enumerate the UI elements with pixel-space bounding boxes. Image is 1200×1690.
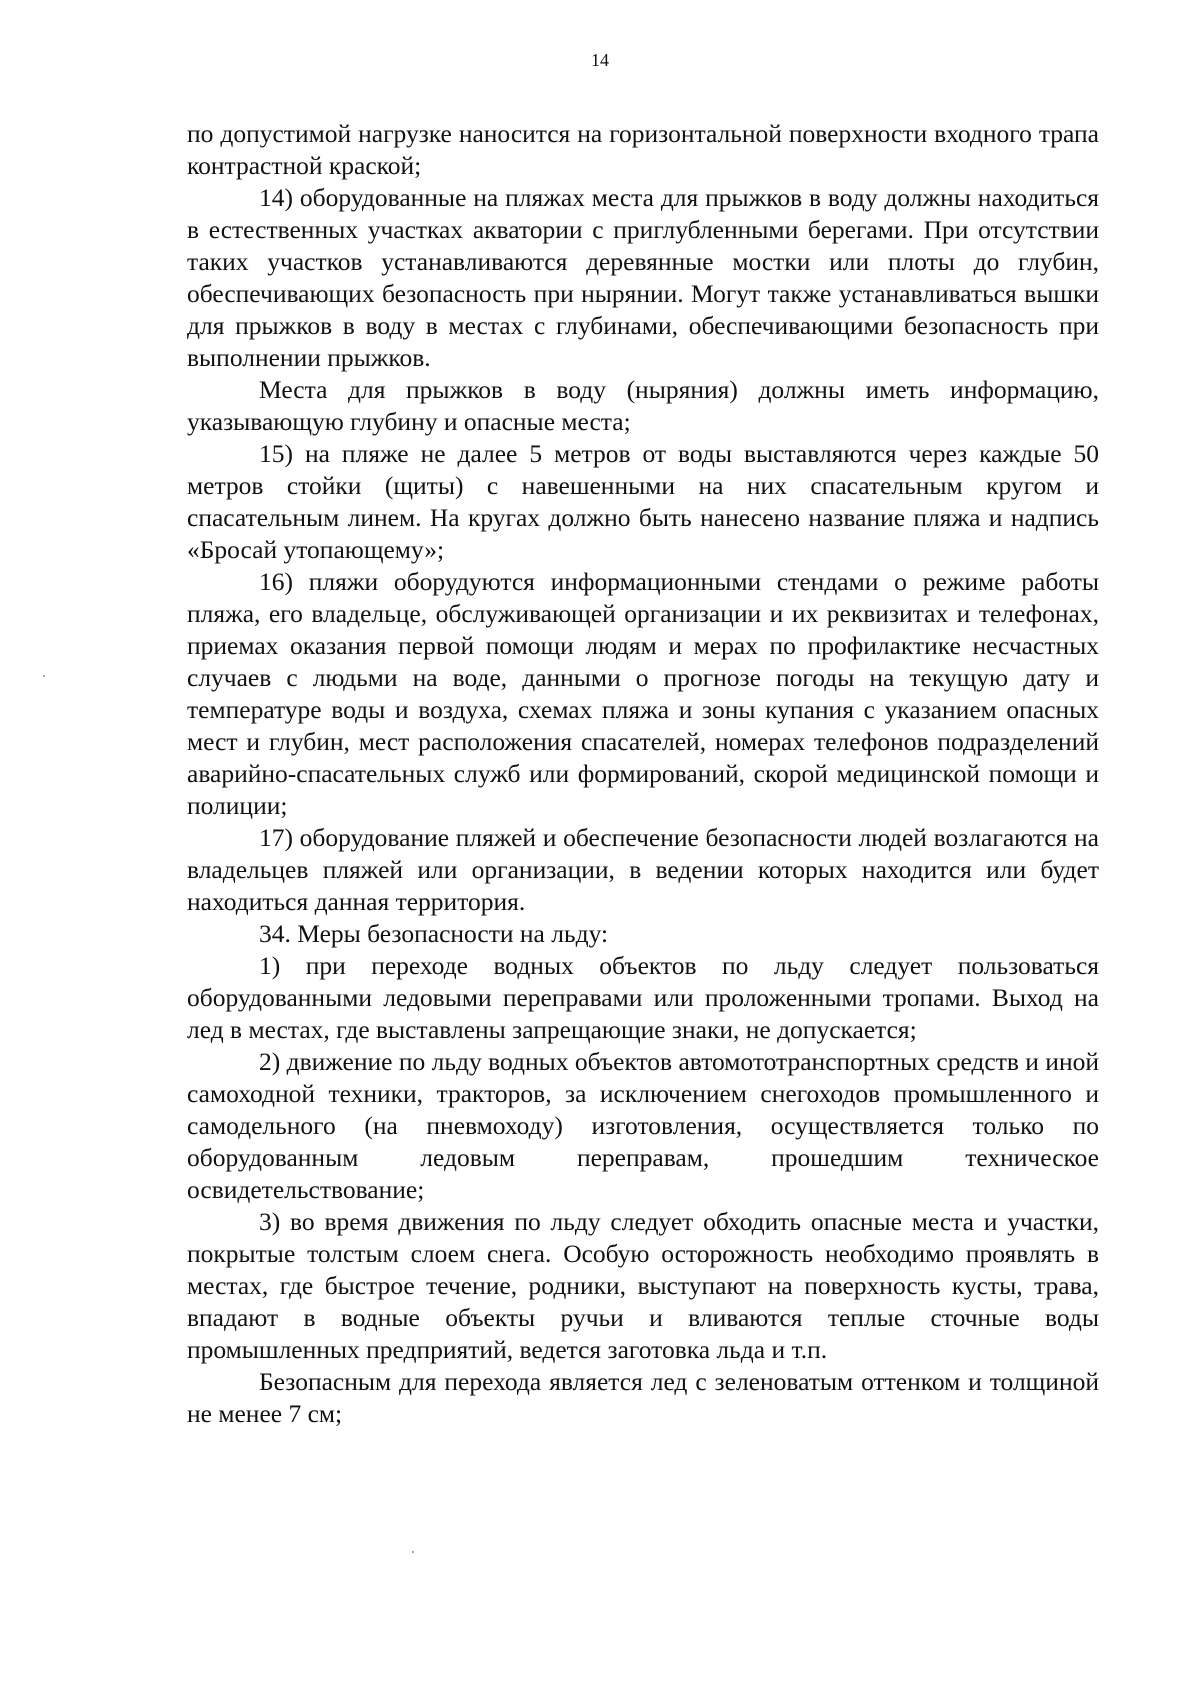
paragraph-safe-ice: Безопасным для перехода является лед с зеленоватым оттенком и толщиной не менее 7 см; xyxy=(187,1367,1099,1428)
paragraph-item-16: 16) пляжи оборудуются информационными стендами о режиме работы пляжа, его владельце, обслуживающей организации и их реквизитах и телефонах, приемах оказания первой помощи людям и мерах по профилактике несчастных случаев с людьми на воде, данными о прогнозе погоды на текущую дату и температуре воды и воздуха, схемах пляжа и зоны купания с указанием опасных мест и глубин, мест расположения спасателей, номерах телефонов подразделений аварийно-спасательных служб или формирований, скорой медицинской помощи и полиции; xyxy=(187,567,1099,820)
paragraph-ice-item-1: 1) при переходе водных объектов по льду следует пользоваться оборудованными ледовыми переправами или проложенными тропами. Выход на лед в местах, где выставлены запрещающие знаки, не допускается; xyxy=(187,951,1099,1044)
paragraph-item-14: 14) оборудованные на пляжах места для прыжков в воду должны находиться в естественных участках акватории с приглубленными берегами. При отсутствии таких участков устанавливаются деревянные мостки или плоты до глубин, обеспечивающих безопасность при нырянии. Могут также устанавливаться вышки для прыжков в воду в местах с глубинами, обеспечивающими безопасность при выполнении прыжков. xyxy=(187,183,1099,372)
scan-speck xyxy=(43,675,45,677)
scan-speck xyxy=(412,1551,414,1553)
paragraph-continuation: по допустимой нагрузке наносится на горизонтальной поверхности входного трапа контрастной краской; xyxy=(187,119,1099,180)
paragraph-item-15: 15) на пляже не далее 5 метров от воды выставляются через каждые 50 метров стойки (щиты) с навешенными на них спасательным кругом и спасательным линем. На кругах должно быть нанесено название пляжа и надпись «Бросай утопающему»; xyxy=(187,439,1099,564)
page-number: 14 xyxy=(591,50,609,70)
document-body xyxy=(187,118,1099,1430)
paragraph-ice-item-3: 3) во время движения по льду следует обходить опасные места и участки, покрытые толстым слоем снега. Особую осторожность необходимо проявлять в местах, где быстрое течение, родники, выступают на поверхность кусты, трава, впадают в водные объекты ручьи и вливаются теплые сточные воды промышленных предприятий, ведется заготовка льда и т.п. xyxy=(187,1207,1099,1364)
paragraph-diving-info: Места для прыжков в воду (ныряния) должны иметь информацию, указывающую глубину и опасные места; xyxy=(187,375,1099,436)
section-heading-34: 34. Меры безопасности на льду: xyxy=(259,919,609,948)
paragraph-ice-item-2: 2) движение по льду водных объектов автомототранспортных средств и иной самоходной техники, тракторов, за исключением снегоходов промышленного и самодельного (на пневмоходу) изготовления, осуществляется только по оборудованным ледовым переправам, прошедшим техническое освидетельствование; xyxy=(187,1047,1099,1204)
paragraph-item-17: 17) оборудование пляжей и обеспечение безопасности людей возлагаются на владельцев пляжей или организации, в ведении которых находится или будет находиться данная территория. xyxy=(187,823,1099,916)
